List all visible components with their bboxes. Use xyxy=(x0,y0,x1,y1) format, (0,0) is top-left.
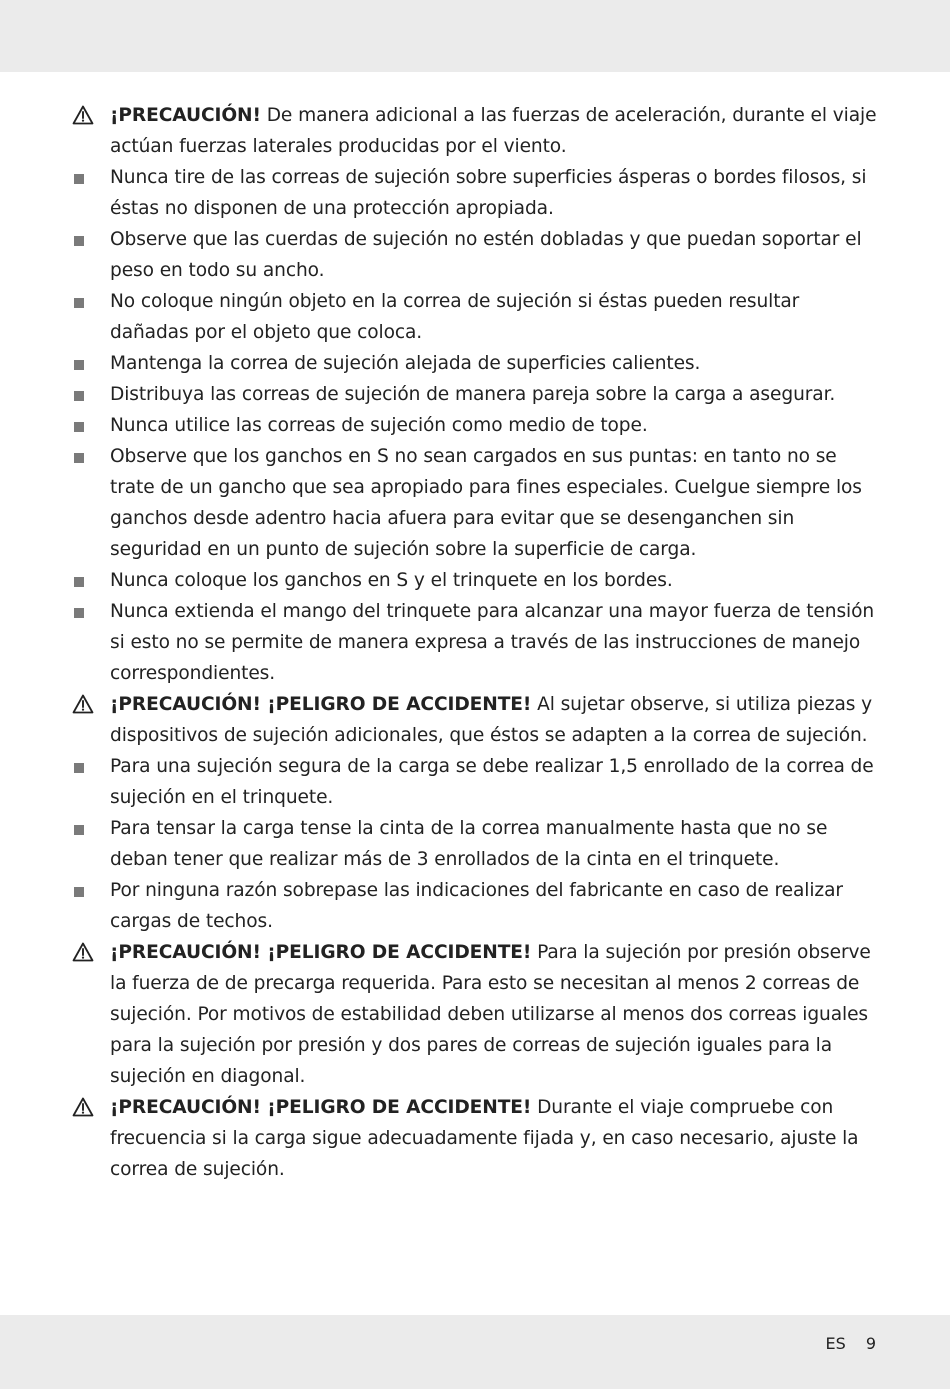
square-bullet-icon xyxy=(72,286,110,317)
list-item xyxy=(72,813,882,875)
item-body: De manera adicional a las fuerzas de aceleración, durante el viaje actúan fuerzas laterales producidas por el viento. xyxy=(110,105,877,157)
list-item xyxy=(72,751,882,813)
square-bullet-icon xyxy=(72,162,110,193)
item-text xyxy=(110,565,882,596)
item-body: Para la sujeción por presión observe la fuerza de de precarga requerida. Para esto se necesitan al menos 2 correas de sujeción. Por motivos de estabilidad deben utilizarse al menos dos correas iguales para la sujeción por presión y dos pares de correas de sujeción iguales para la sujeción en diagonal. xyxy=(110,942,871,1087)
warning-item xyxy=(72,100,882,162)
item-body: No coloque ningún objeto en la correa de sujeción si éstas pueden resultar dañadas por el objeto que coloca. xyxy=(110,291,800,343)
warning-triangle-icon xyxy=(72,1092,110,1123)
footer-band xyxy=(0,1315,950,1389)
square-bullet-icon xyxy=(72,224,110,255)
item-body: Nunca coloque los ganchos en S y el trinquete en los bordes. xyxy=(110,570,673,591)
square-bullet-icon xyxy=(72,379,110,410)
item-body: Por ninguna razón sobrepase las indicaciones del fabricante en caso de realizar cargas de techos. xyxy=(110,880,843,932)
list-item xyxy=(72,875,882,937)
square-bullet-icon xyxy=(72,813,110,844)
item-body: Nunca tire de las correas de sujeción sobre superficies ásperas o bordes filosos, si éstas no disponen de una protección apropiada. xyxy=(110,167,867,219)
item-text xyxy=(110,162,882,224)
square-bullet-icon xyxy=(72,875,110,906)
list-item xyxy=(72,379,882,410)
language-code: ES xyxy=(825,1334,846,1353)
item-body: Observe que las cuerdas de sujeción no estén dobladas y que puedan soportar el peso en todo su ancho. xyxy=(110,229,862,281)
item-text xyxy=(110,348,882,379)
item-text xyxy=(110,100,882,162)
item-body: Nunca utilice las correas de sujeción como medio de tope. xyxy=(110,415,648,436)
item-text xyxy=(110,596,882,689)
list-item xyxy=(72,596,882,689)
square-bullet-icon xyxy=(72,348,110,379)
list-item xyxy=(72,565,882,596)
item-body: Observe que los ganchos en S no sean cargados en sus puntas: en tanto no se trate de un gancho que sea apropiado para fines especiales. Cuelgue siempre los ganchos desde adentro hacia afuera para evitar que se desenganchen sin seguridad en un punto de sujeción sobre la superficie de carga. xyxy=(110,446,862,560)
item-body: Distribuya las correas de sujeción de manera pareja sobre la carga a asegurar. xyxy=(110,384,836,405)
square-bullet-icon xyxy=(72,410,110,441)
item-text xyxy=(110,410,882,441)
warning-lead: ¡PRECAUCIÓN! ¡PELIGRO DE ACCIDENTE! xyxy=(110,1097,532,1118)
list-item xyxy=(72,162,882,224)
warning-lead: ¡PRECAUCIÓN! ¡PELIGRO DE ACCIDENTE! xyxy=(110,694,532,715)
item-body: Nunca extienda el mango del trinquete para alcanzar una mayor fuerza de tensión si esto no se permite de manera expresa a través de las instrucciones de manejo correspondientes. xyxy=(110,601,875,684)
item-text xyxy=(110,875,882,937)
warning-triangle-icon xyxy=(72,100,110,131)
square-bullet-icon xyxy=(72,751,110,782)
item-body: Para una sujeción segura de la carga se debe realizar 1,5 enrollado de la correa de sujeción en el trinquete. xyxy=(110,756,874,808)
item-body: Durante el viaje compruebe con frecuencia si la carga sigue adecuadamente fijada y, en caso necesario, ajuste la correa de sujeción. xyxy=(110,1097,859,1180)
item-text xyxy=(110,751,882,813)
square-bullet-icon xyxy=(72,441,110,472)
page-number: 9 xyxy=(865,1334,876,1353)
square-bullet-icon xyxy=(72,596,110,627)
warning-triangle-icon xyxy=(72,689,110,720)
list-item xyxy=(72,410,882,441)
item-text xyxy=(110,286,882,348)
item-text xyxy=(110,441,882,565)
safety-instructions xyxy=(72,100,882,1185)
page-footer xyxy=(826,1334,876,1353)
warning-item xyxy=(72,689,882,751)
item-text xyxy=(110,224,882,286)
item-body: Al sujetar observe, si utiliza piezas y dispositivos de sujeción adicionales, que éstos se adapten a la correa de sujeción. xyxy=(110,694,873,746)
item-text xyxy=(110,689,882,751)
item-text xyxy=(110,813,882,875)
list-item xyxy=(72,348,882,379)
item-body: Para tensar la carga tense la cinta de la correa manualmente hasta que no se deban tener que realizar más de 3 enrollados de la cinta en el trinquete. xyxy=(110,818,828,870)
header-band xyxy=(0,0,950,72)
item-text xyxy=(110,379,882,410)
warning-item xyxy=(72,1092,882,1185)
warning-lead: ¡PRECAUCIÓN! xyxy=(110,105,261,126)
list-item xyxy=(72,224,882,286)
square-bullet-icon xyxy=(72,565,110,596)
list-item xyxy=(72,286,882,348)
warning-triangle-icon xyxy=(72,937,110,968)
item-text xyxy=(110,1092,882,1185)
warning-lead: ¡PRECAUCIÓN! ¡PELIGRO DE ACCIDENTE! xyxy=(110,942,532,963)
item-text xyxy=(110,937,882,1092)
item-body: Mantenga la correa de sujeción alejada de superficies calientes. xyxy=(110,353,701,374)
list-item xyxy=(72,441,882,565)
warning-item xyxy=(72,937,882,1092)
